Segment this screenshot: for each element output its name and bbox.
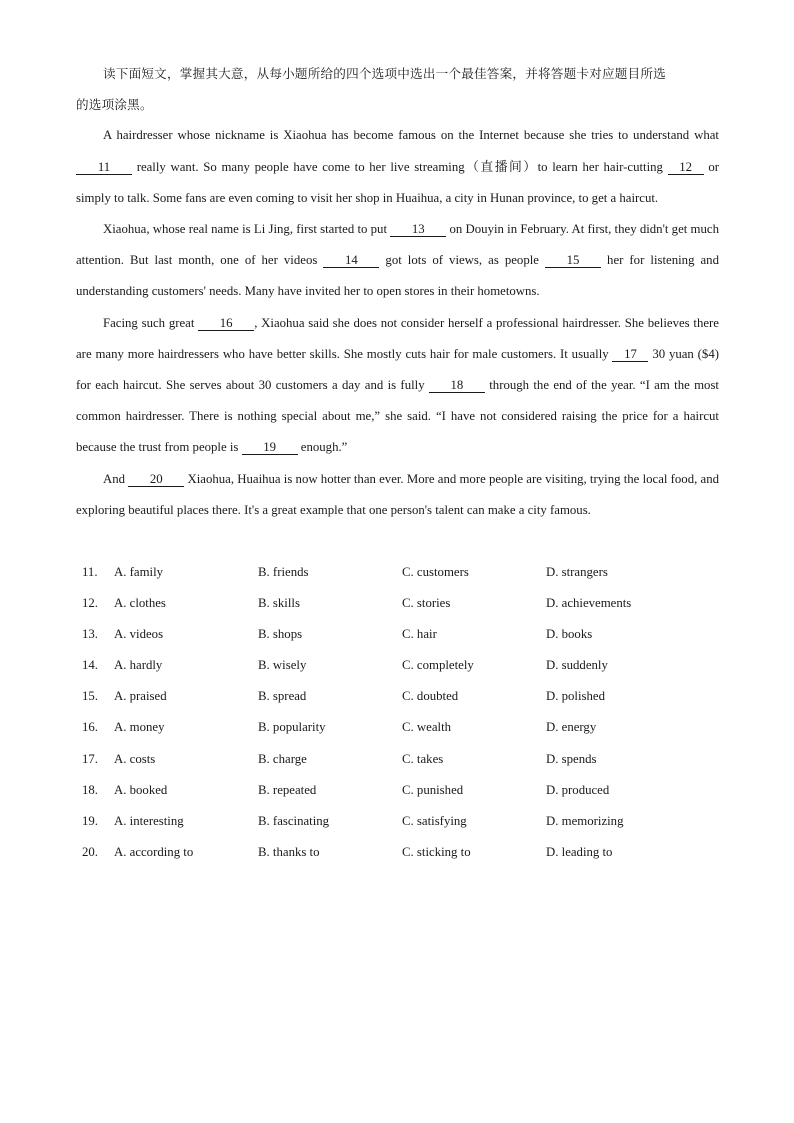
question-number: 17. [82, 751, 98, 766]
blank-12: 12 [668, 160, 704, 175]
question-number: 12. [82, 596, 98, 611]
option-c: C. satisfying [402, 813, 467, 828]
question-row-15 [82, 681, 722, 712]
option-b: B. shops [258, 627, 303, 642]
option-c: C. wealth [402, 720, 452, 735]
option-d: D. energy [546, 720, 597, 735]
passage-text: through the end of the year. “I am the most common hairdresser. There is nothing special about me,” she said. “I have not considered raising the price for a haircut because the trust from people is [76, 378, 719, 455]
option-a: A. money [114, 720, 165, 735]
option-c: C. punished [402, 782, 464, 797]
question-row-17 [82, 744, 722, 775]
passage-text: enough.” [297, 440, 348, 455]
question-number: 15. [82, 689, 98, 704]
question-number: 19. [82, 813, 98, 828]
question-row-13 [82, 619, 722, 650]
option-c: C. takes [402, 751, 444, 766]
option-b: B. repeated [258, 782, 317, 797]
passage-text: And [103, 471, 129, 486]
question-number: 20. [82, 844, 98, 859]
passage-text: really want. So many people have come to her live streaming（直播间）to learn her hair-cutting [132, 159, 668, 174]
option-b: B. wisely [258, 658, 307, 673]
option-a: A. praised [114, 689, 167, 704]
question-number: 18. [82, 782, 98, 797]
instruction-line-1: 读下面短文，掌握其大意，从每小题所给的四个选项中选出一个最佳答案，并将答题卡对应题目所选 [103, 66, 666, 81]
blank-19: 19 [242, 440, 298, 455]
question-row-20 [82, 837, 722, 868]
question-row-11 [82, 557, 722, 588]
passage-paragraph-3 [76, 308, 719, 464]
option-b: B. spread [258, 689, 307, 704]
option-d: D. leading to [546, 844, 613, 859]
blank-18: 18 [429, 378, 485, 393]
option-b: B. fascinating [258, 813, 330, 828]
passage-text: or simply to talk. Some fans are even coming to visit her shop in Huaihua, a city in Hunan province, to get a haircut. [76, 159, 720, 205]
passage-paragraph-4 [76, 464, 719, 526]
question-row-14 [82, 650, 722, 681]
options-list [82, 557, 722, 868]
question-number: 11. [82, 565, 98, 579]
blank-14: 14 [323, 253, 379, 268]
option-c: C. stories [402, 596, 451, 611]
option-a: A. videos [114, 627, 164, 642]
option-a: A. hardly [114, 658, 163, 673]
option-d: D. memorizing [546, 813, 624, 828]
option-c: C. completely [402, 658, 474, 673]
passage-text: her for listening and understanding customers' needs. Many have invited her to open stores in their hometowns. [76, 253, 719, 299]
question-row-16 [82, 712, 722, 743]
option-b: B. thanks to [258, 844, 320, 859]
passage-text: , Xiaohua said she does not consider herself a professional hairdresser. She believes there are many more hairdressers who have better skills. She mostly cuts hair for male customers. It usually [76, 315, 719, 361]
option-c: C. hair [402, 627, 437, 642]
option-d: D. spends [546, 751, 597, 766]
option-a: A. clothes [114, 596, 166, 611]
passage-paragraph-1 [76, 120, 719, 214]
blank-13: 13 [390, 222, 446, 237]
blank-15: 15 [545, 253, 601, 268]
instruction-text [76, 58, 719, 120]
question-number: 16. [82, 720, 98, 735]
question-number: 14. [82, 658, 98, 673]
question-number: 13. [82, 627, 98, 642]
question-row-12 [82, 588, 722, 619]
option-c: C. doubted [402, 689, 459, 704]
passage-text: on Douyin in February. At first, they didn't get much attention. But last month, one of her videos [76, 222, 719, 268]
blank-17: 17 [612, 347, 648, 362]
question-row-19 [82, 806, 722, 837]
option-d: D. strangers [546, 565, 608, 579]
option-d: D. books [546, 627, 593, 642]
instruction-line-2: 的选项涂黑。 [76, 97, 153, 113]
option-b: B. popularity [258, 720, 326, 735]
option-d: D. polished [546, 689, 606, 704]
passage-text: got lots of views, as people [379, 253, 545, 268]
option-a: A. costs [114, 751, 156, 766]
passage-text: A hairdresser whose nickname is Xiaohua has become famous on the Internet because she tries to understand what [103, 128, 719, 143]
option-a: A. interesting [114, 813, 184, 828]
option-b: B. skills [258, 596, 300, 611]
blank-11: 11 [76, 160, 132, 175]
passage-paragraph-2 [76, 214, 719, 308]
option-d: D. achievements [546, 596, 632, 611]
option-a: A. family [114, 565, 164, 579]
document-page [76, 58, 719, 526]
option-b: B. charge [258, 751, 307, 766]
passage-text: Xiaohua, whose real name is Li Jing, first started to put [103, 222, 391, 237]
question-row-18 [82, 775, 722, 806]
option-a: A. booked [114, 782, 168, 797]
option-a: A. according to [114, 844, 194, 859]
option-b: B. friends [258, 565, 309, 579]
passage-text: 30 yuan ($4) for each haircut. She serves about 30 customers a day and is fully [76, 346, 719, 393]
option-c: C. customers [402, 565, 469, 579]
option-c: C. sticking to [402, 844, 471, 859]
blank-16: 16 [198, 316, 254, 331]
option-d: D. produced [546, 782, 610, 797]
option-d: D. suddenly [546, 658, 608, 673]
blank-20: 20 [128, 472, 184, 487]
passage-text: Xiaohua, Huaihua is now hotter than ever. More and more people are visiting, trying the local food, and exploring beautiful places there. It's a great example that one person's talent can make a city famous. [76, 471, 719, 517]
passage-text: Facing such great [103, 315, 199, 330]
